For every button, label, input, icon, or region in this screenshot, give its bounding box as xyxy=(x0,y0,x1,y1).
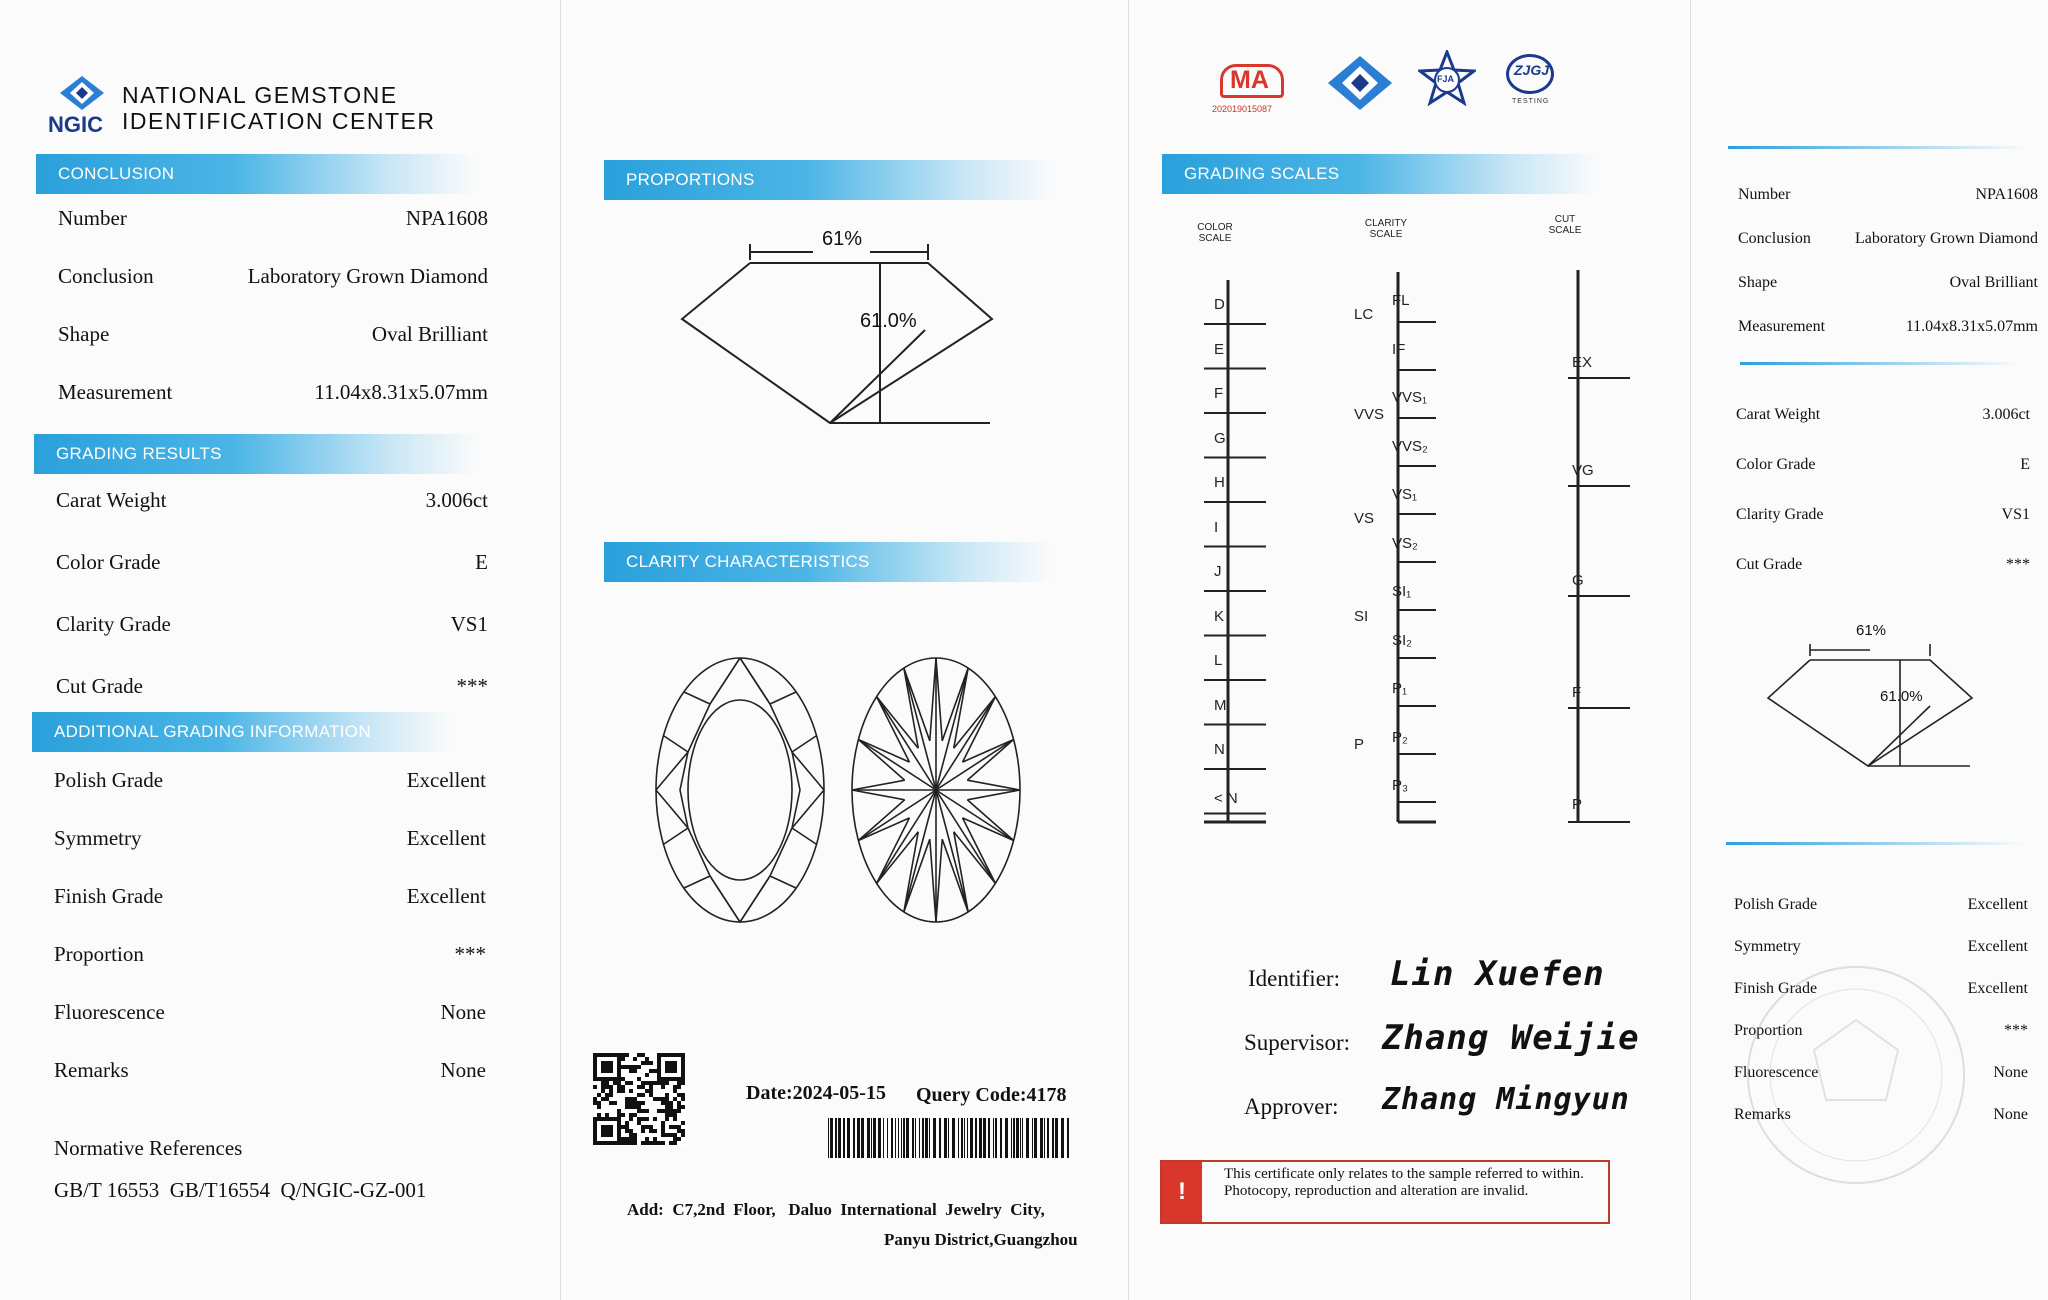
info-label: Polish Grade xyxy=(1734,896,1818,913)
scale-label: VG xyxy=(1572,462,1594,479)
facet-line xyxy=(930,658,936,741)
info-label: Carat Weight xyxy=(56,488,167,512)
signature-name: Zhang Mingyun xyxy=(1382,1082,1630,1117)
fja-logo xyxy=(1418,50,1476,106)
info-label: Shape xyxy=(1738,274,1778,291)
zjgj-logo xyxy=(1500,52,1560,112)
validity-notice xyxy=(1160,1160,1610,1224)
section-conclusion: CONCLUSION xyxy=(36,154,476,194)
info-row xyxy=(54,1000,486,1025)
divider xyxy=(1740,362,2020,365)
cma-logo xyxy=(1212,62,1296,118)
info-label: Fluorescence xyxy=(1734,1064,1819,1081)
facet-line xyxy=(877,697,936,790)
scale-label: VS₂ xyxy=(1392,534,1418,552)
info-value: *** xyxy=(456,674,488,698)
summary-proportion-diagram xyxy=(1760,636,1980,772)
issue-date: Date:2024-05-15 xyxy=(746,1082,886,1104)
facet-line xyxy=(936,790,995,883)
depth-percentage: 61.0% xyxy=(860,310,917,332)
brand-abbr: NGIC xyxy=(48,112,103,137)
info-label: Color Grade xyxy=(56,550,161,574)
zjgj-text: ZJGJ xyxy=(1514,62,1550,78)
scale-label: L xyxy=(1214,652,1223,669)
scale-label: G xyxy=(1572,572,1584,589)
facet-line xyxy=(967,790,1020,800)
info-row xyxy=(58,380,488,405)
facet-line xyxy=(858,739,909,762)
info-label: Fluorescence xyxy=(54,1000,165,1024)
info-label: Conclusion xyxy=(58,264,154,288)
info-row xyxy=(58,264,488,289)
scale-label: SI₁ xyxy=(1392,583,1412,600)
info-value: Excellent xyxy=(1967,896,2028,913)
scale-lines xyxy=(1160,260,1720,840)
qr-code-icon[interactable] xyxy=(592,1052,686,1146)
info-value: Excellent xyxy=(1967,980,2028,997)
seal-watermark xyxy=(1736,960,1976,1190)
info-value: Oval Brilliant xyxy=(1949,274,2038,291)
address-line2: Panyu District,Guangzhou xyxy=(884,1230,1078,1249)
section-grading-scales: GRADING SCALES xyxy=(1162,154,1598,194)
facet-line xyxy=(858,800,904,841)
facet-line xyxy=(936,658,942,741)
scale-label: FL xyxy=(1392,292,1410,309)
info-row xyxy=(56,612,488,637)
facet-line xyxy=(877,818,910,883)
scale-label: P₃ xyxy=(1392,777,1409,794)
signature-role: Identifier: xyxy=(1248,966,1340,991)
divider xyxy=(1728,146,2028,149)
facet-line xyxy=(954,832,996,884)
info-row xyxy=(1736,406,2030,424)
info-row xyxy=(54,1058,486,1083)
info-value: Laboratory Grown Diamond xyxy=(1854,230,2038,247)
cma-number: 202019015087 xyxy=(1212,104,1273,114)
brand-name-line1: NATIONAL GEMSTONE xyxy=(122,82,398,108)
color-scale-title: COLOR SCALE xyxy=(1197,222,1233,244)
scale-label: P xyxy=(1354,736,1365,753)
info-label: Shape xyxy=(58,322,110,346)
summary-table-percentage: 61% xyxy=(1856,622,1887,639)
info-value: VS1 xyxy=(450,612,488,636)
zjgj-sub: TESTING xyxy=(1512,98,1550,105)
info-value: 11.04x8.31x5.07mm xyxy=(314,380,488,404)
facet-line xyxy=(904,832,918,912)
info-row xyxy=(54,884,486,909)
facet-line xyxy=(942,839,968,912)
info-label: Remarks xyxy=(54,1058,129,1082)
info-value: 3.006ct xyxy=(1982,406,2030,423)
info-label: Cut Grade xyxy=(56,674,143,698)
scale-label: N xyxy=(1214,741,1225,758)
info-label: Proportion xyxy=(54,942,144,966)
scale-label: F xyxy=(1572,684,1582,701)
brand-name-line2: IDENTIFICATION CENTER xyxy=(122,108,436,134)
scale-label: SI xyxy=(1354,608,1369,625)
barcode-icon xyxy=(828,1118,1072,1158)
info-value: E xyxy=(2020,456,2030,473)
scale-label: IF xyxy=(1392,340,1406,358)
info-value: *** xyxy=(2004,1022,2028,1039)
scale-label: H xyxy=(1214,474,1225,491)
scale-label: P₂ xyxy=(1392,728,1408,746)
info-row xyxy=(1736,506,2030,524)
info-value: Excellent xyxy=(406,884,486,908)
info-label: Clarity Grade xyxy=(56,612,171,636)
info-label: Color Grade xyxy=(1736,456,1816,473)
facet-line xyxy=(877,832,919,884)
scale-label: SI₂ xyxy=(1392,631,1412,649)
info-label: Symmetry xyxy=(54,826,142,850)
info-row xyxy=(56,488,488,513)
facet-line xyxy=(877,790,936,883)
cut-scale-title: CUT SCALE xyxy=(1548,214,1582,236)
facet-line xyxy=(930,839,936,922)
info-label: Finish Grade xyxy=(1734,980,1818,997)
address-line1: Add: C7,2nd Floor, Daluo International Jewelry City, xyxy=(627,1200,1045,1219)
scale-label: VS xyxy=(1354,510,1375,527)
facet-line xyxy=(963,818,996,883)
facet-line xyxy=(963,818,1014,841)
scale-label: VVS₂ xyxy=(1392,437,1428,455)
normative-text: GB/T 16553 GB/T16554 Q/NGIC-GZ-001 xyxy=(54,1178,427,1202)
warning-icon: ! xyxy=(1162,1162,1202,1222)
cma-mark: MA xyxy=(1230,66,1269,94)
info-label: Number xyxy=(58,206,127,230)
panel-fold xyxy=(1128,0,1129,1300)
info-value: *** xyxy=(454,942,486,966)
facet-line xyxy=(963,739,1014,762)
info-row xyxy=(1734,938,2028,956)
normative-title: Normative References xyxy=(54,1136,243,1160)
scale-label: LC xyxy=(1354,306,1374,323)
ngic-logo-icon xyxy=(60,76,104,110)
facet-line xyxy=(954,668,968,748)
info-value: None xyxy=(1993,1064,2028,1081)
signature-name: Lin Xuefen xyxy=(1390,954,1605,994)
section-proportions: PROPORTIONS xyxy=(604,160,1054,200)
info-value: Oval Brilliant xyxy=(371,322,488,346)
scale-label: VVS₁ xyxy=(1392,389,1428,406)
divider xyxy=(1726,842,2026,845)
section-clarity-characteristics: CLARITY CHARACTERISTICS xyxy=(604,542,1052,582)
facet-line xyxy=(852,790,905,800)
table-percentage: 61% xyxy=(822,228,863,250)
scale-label: P₁ xyxy=(1392,680,1408,697)
facet-line xyxy=(858,818,909,841)
info-value: None xyxy=(440,1058,486,1082)
info-value: None xyxy=(440,1000,486,1024)
info-row xyxy=(1734,896,2028,914)
facet-line xyxy=(967,780,1020,790)
scale-label: D xyxy=(1214,296,1225,313)
fja-text: FJA xyxy=(1437,74,1455,84)
scale-label: E xyxy=(1214,340,1225,358)
info-label: Polish Grade xyxy=(54,768,164,792)
info-label: Clarity Grade xyxy=(1736,506,1824,523)
info-label: Carat Weight xyxy=(1736,406,1821,423)
scale-label: K xyxy=(1214,607,1225,625)
facet-line xyxy=(954,832,968,912)
summary-depth-percentage: 61.0% xyxy=(1880,688,1923,705)
info-row xyxy=(56,550,488,575)
info-row xyxy=(1738,274,2038,292)
info-value: VS1 xyxy=(2001,506,2030,523)
info-label: Measurement xyxy=(58,380,173,404)
facet-line xyxy=(904,668,930,741)
facet-line xyxy=(904,668,918,748)
section-grading-results: GRADING RESULTS xyxy=(34,434,478,474)
facet-line xyxy=(936,697,995,790)
facet-line xyxy=(936,839,942,922)
scale-label: M xyxy=(1214,696,1227,714)
info-row xyxy=(58,206,488,231)
info-row xyxy=(1736,456,2030,474)
panel-fold xyxy=(560,0,561,1300)
facet-line xyxy=(877,697,910,762)
info-row xyxy=(54,826,486,851)
info-row xyxy=(54,942,486,967)
facet-line xyxy=(904,839,930,912)
info-value: NPA1608 xyxy=(1975,186,2038,203)
info-label: Finish Grade xyxy=(54,884,164,908)
info-label: Remarks xyxy=(1734,1106,1791,1123)
scale-label: VS₁ xyxy=(1392,486,1418,503)
info-label: Measurement xyxy=(1738,318,1826,335)
scale-label: J xyxy=(1214,563,1222,580)
info-value: E xyxy=(475,550,488,574)
info-value: *** xyxy=(2006,556,2030,573)
info-label: Proportion xyxy=(1734,1022,1803,1039)
proportion-diagram xyxy=(670,230,1010,430)
info-row xyxy=(1738,318,2038,336)
ngic-logo-icon xyxy=(1328,56,1392,110)
info-row xyxy=(1738,186,2038,204)
scale-label: F xyxy=(1214,385,1224,402)
scale-label: EX xyxy=(1572,354,1593,371)
scale-label: P xyxy=(1572,796,1583,813)
facet-line xyxy=(963,697,996,762)
info-row xyxy=(54,768,486,793)
info-row xyxy=(56,674,488,699)
info-row xyxy=(1736,556,2030,574)
info-value: NPA1608 xyxy=(405,206,488,230)
info-row xyxy=(58,322,488,347)
clarity-scale-title: CLARITY SCALE xyxy=(1364,218,1408,240)
scale-label: < N xyxy=(1214,789,1238,807)
info-value: 3.006ct xyxy=(425,488,488,512)
info-value: Excellent xyxy=(1967,938,2028,955)
section-additional: ADDITIONAL GRADING INFORMATION xyxy=(32,712,452,752)
scale-label: I xyxy=(1214,518,1219,536)
info-label: Symmetry xyxy=(1734,938,1801,955)
facet-line xyxy=(967,800,1013,841)
facet-line xyxy=(967,739,1013,780)
info-value: None xyxy=(1993,1106,2028,1123)
brand-header xyxy=(48,76,548,146)
info-value: 11.04x8.31x5.07mm xyxy=(1905,318,2038,335)
info-row xyxy=(1738,230,2038,248)
info-value: Laboratory Grown Diamond xyxy=(247,264,488,288)
facet-line xyxy=(852,780,905,790)
facet-line xyxy=(858,739,904,780)
facet-line xyxy=(942,668,968,741)
signature-role: Approver: xyxy=(1244,1094,1339,1119)
info-label: Cut Grade xyxy=(1736,556,1803,573)
scale-label: VVS xyxy=(1354,406,1385,423)
info-value: Excellent xyxy=(406,768,486,792)
query-code: Query Code:4178 xyxy=(916,1084,1067,1106)
signature-name: Zhang Weijie xyxy=(1382,1018,1640,1058)
signature-role: Supervisor: xyxy=(1244,1030,1351,1055)
facet-line xyxy=(954,697,996,749)
scale-label: G xyxy=(1214,429,1226,447)
clarity-plot-diagram xyxy=(654,656,1024,926)
facet-line xyxy=(877,697,919,749)
notice-text: This certificate only relates to the sample referred to within. Photocopy, reproduction and alteration are invalid. xyxy=(1224,1166,1584,1199)
info-label: Conclusion xyxy=(1738,230,1811,247)
info-label: Number xyxy=(1738,186,1791,203)
info-value: Excellent xyxy=(406,826,486,850)
